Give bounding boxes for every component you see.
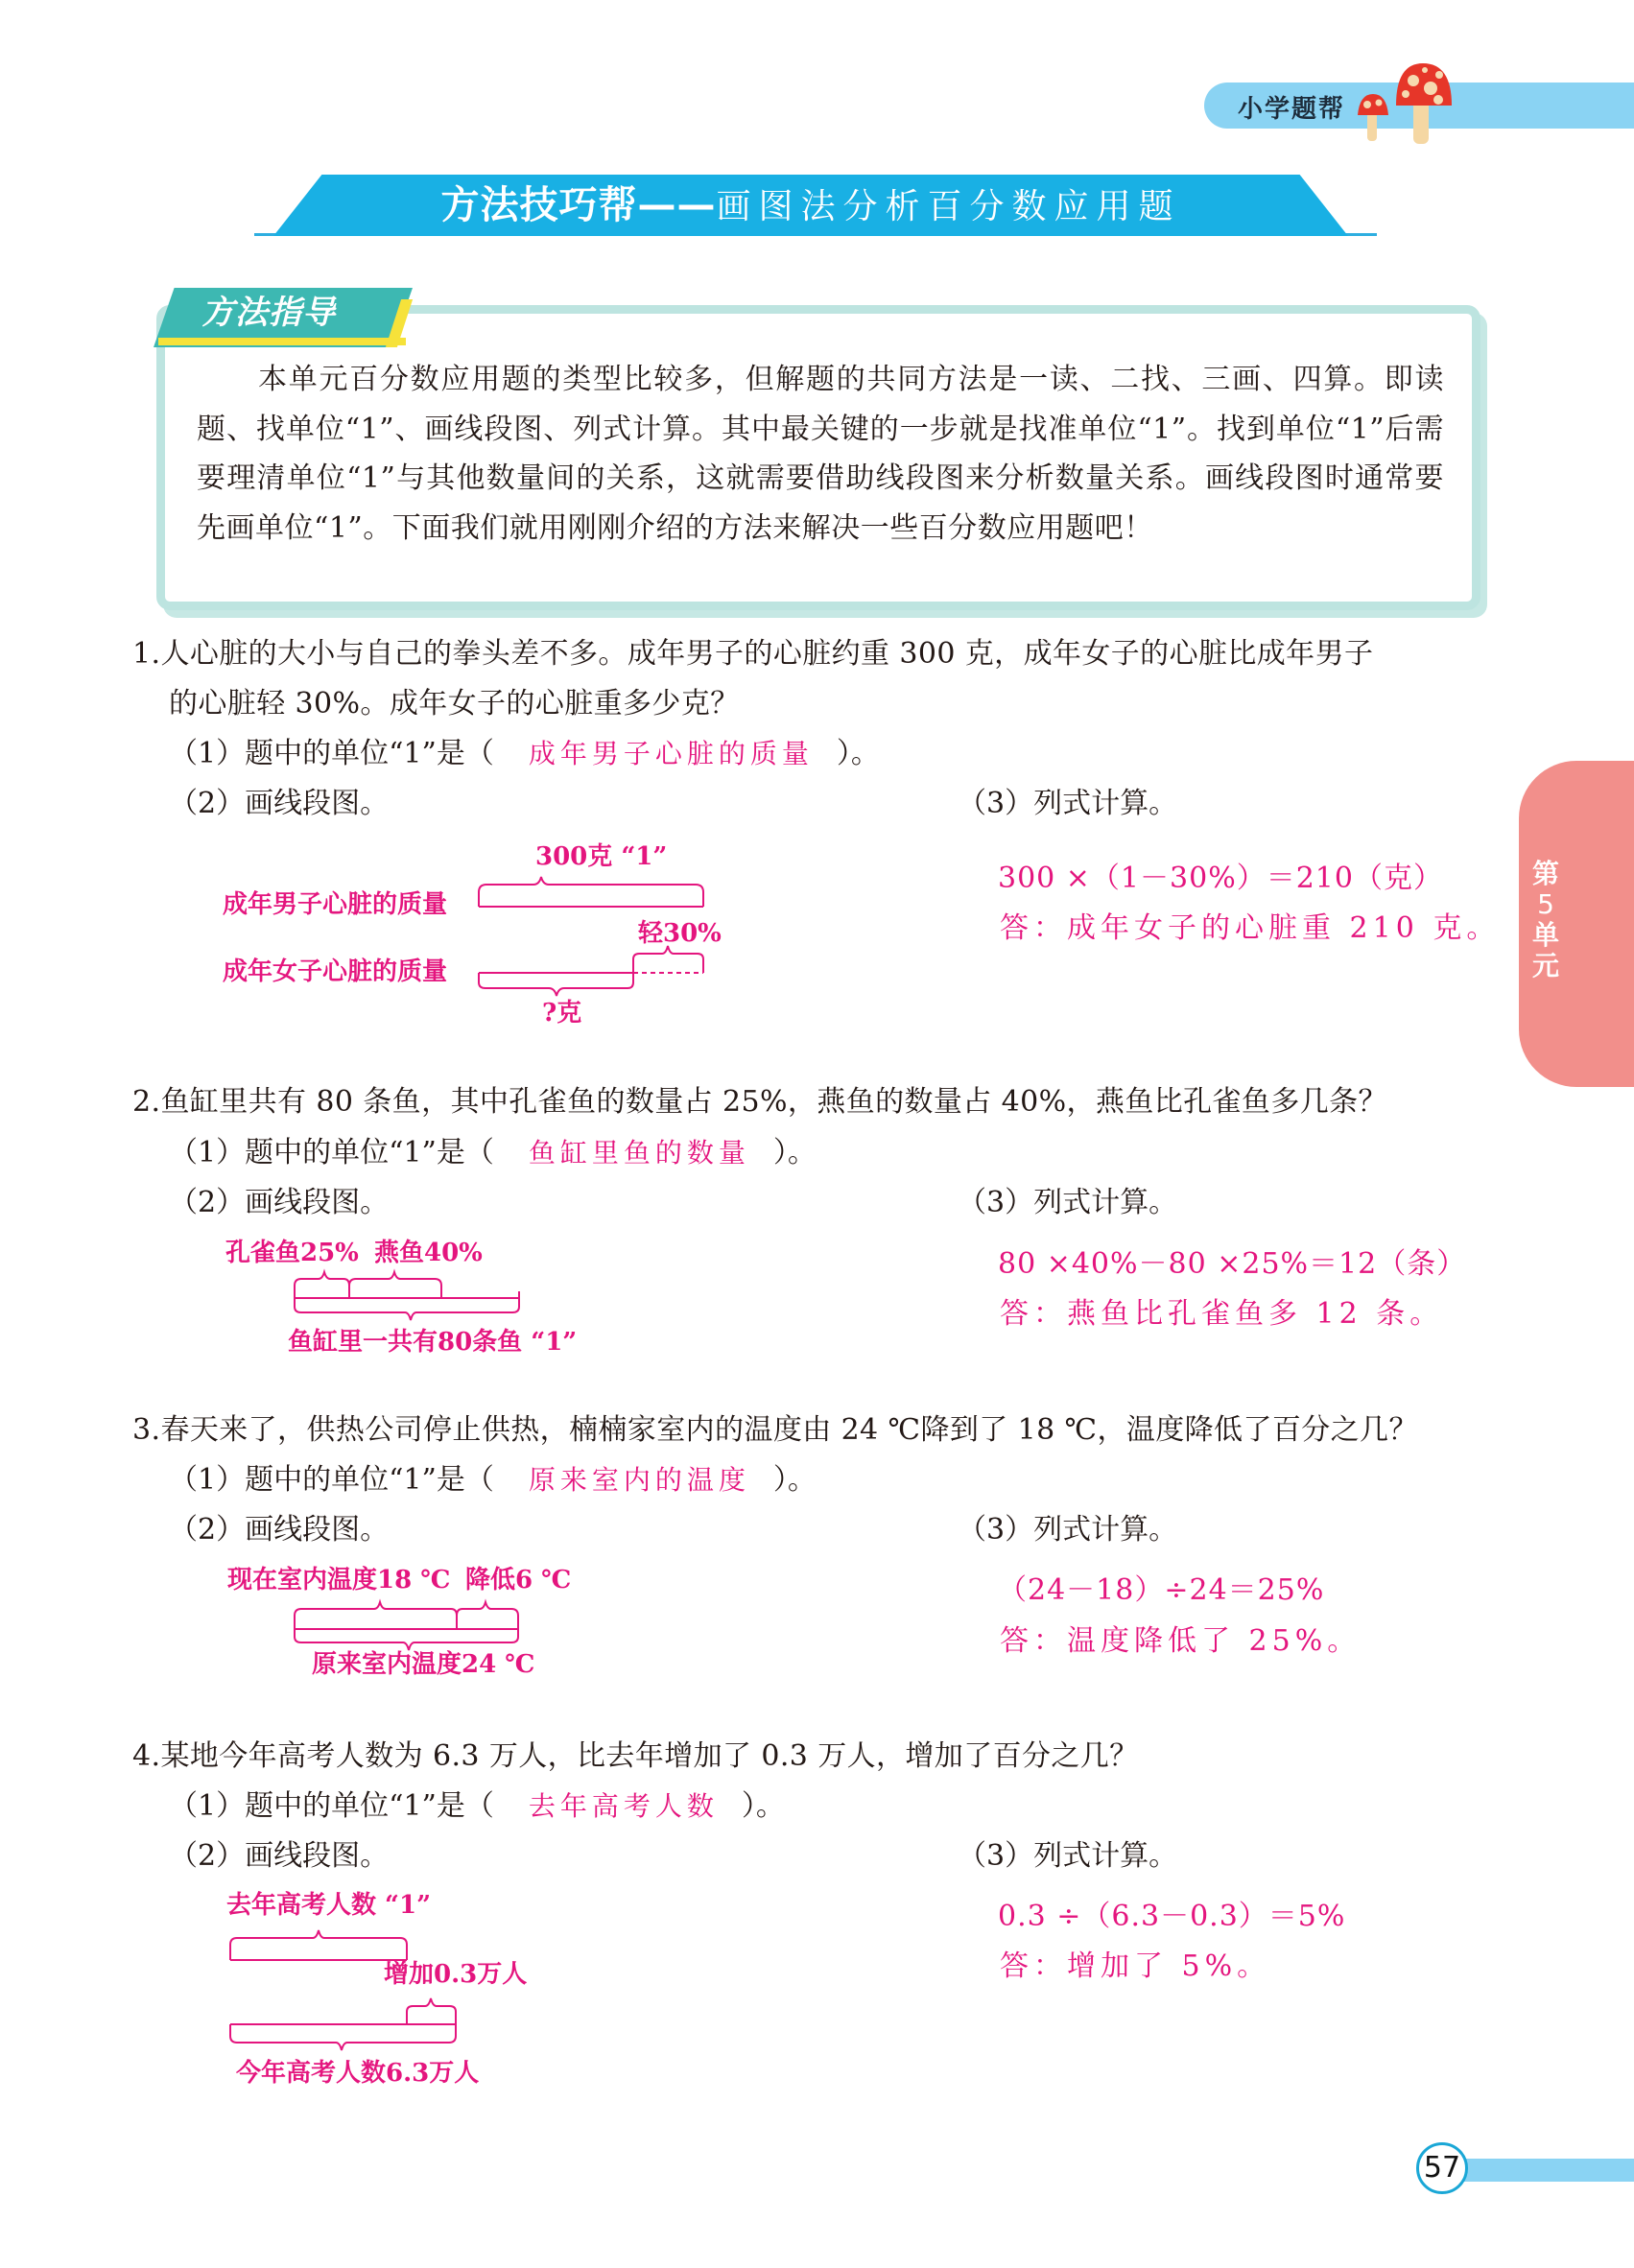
formula-4: 0.3 ÷（6.3－0.3）＝5% [998, 1900, 1346, 1933]
brace-label-bottom: ?克 [542, 999, 582, 1028]
unit-suffix: ）。 [836, 737, 880, 770]
draw-label: （2）画线段图。 [169, 1186, 390, 1219]
formula-2: 80 ×40%－80 ×25%＝12（条） [998, 1247, 1467, 1281]
title-main: 方法技巧帮 [440, 183, 638, 227]
draw-label: （2）画线段图。 [169, 1839, 390, 1873]
unit-answer: 原来室内的温度 [528, 1464, 750, 1496]
page-number: 57 [1416, 2142, 1468, 2194]
brace-label-right: 轻30% [638, 919, 722, 948]
label-current-temp: 现在室内温度18 ℃ [227, 1566, 451, 1595]
problem-number: 1. [132, 637, 161, 671]
problem-text: 人心脏的大小与自己的拳头差不多。成年男子的心脏约重 300 克，成年女子的心脏比成年男子 [160, 637, 1374, 671]
label-angelfish: 燕鱼40% [374, 1239, 483, 1267]
label-this-year: 今年高考人数6.3万人 [236, 2059, 480, 2088]
problem-number: 3. [132, 1413, 161, 1447]
label-guppy: 孔雀鱼25% [225, 1239, 359, 1267]
page-number-bar [1458, 2159, 1634, 2182]
label-drop: 降低6 ℃ [465, 1566, 572, 1595]
brand-title: 小学题帮 [1238, 95, 1346, 124]
draw-label: （2）画线段图。 [169, 787, 390, 820]
problem-text: 春天来了，供热公司停止供热，楠楠家室内的温度由 24 ℃降到了 18 ℃，温度降低了百分之几？ [160, 1413, 1418, 1447]
problem-number: 4. [132, 1739, 161, 1773]
unit-prefix: （1）题中的单位“1”是（ [169, 1136, 494, 1169]
unit-suffix: ）。 [741, 1789, 785, 1823]
title-sub: 画图法分析百分数应用题 [716, 187, 1181, 226]
row-label-men: 成年男子心脏的质量 [223, 890, 448, 919]
title-dash: —— [637, 183, 717, 227]
calc-label: （3）列式计算。 [958, 1839, 1178, 1873]
unit-prefix: （1）题中的单位“1”是（ [169, 1463, 494, 1497]
label-total: 鱼缸里一共有80条鱼 “1” [288, 1328, 578, 1357]
unit-label-3: 单 [1531, 919, 1559, 951]
problem-text-cont: 的心脏轻 30%。成年女子的心脏重多少克？ [169, 687, 740, 721]
unit-answer: 鱼缸里鱼的数量 [528, 1137, 750, 1169]
problem-text: 某地今年高考人数为 6.3 万人，比去年增加了 0.3 万人，增加了百分之几？ [160, 1739, 1139, 1773]
guide-tab-label: 方法指导 [201, 294, 336, 332]
problem-number: 2. [132, 1085, 161, 1119]
calc-label: （3）列式计算。 [958, 1513, 1178, 1547]
unit-label-4: 元 [1531, 950, 1559, 981]
answer-3: 答：温度降低了 25%。 [1000, 1624, 1362, 1658]
unit-label-1: 第 [1531, 858, 1559, 889]
row-label-women: 成年女子心脏的质量 [223, 957, 448, 986]
unit-prefix: （1）题中的单位“1”是（ [169, 737, 494, 770]
unit-suffix: ）。 [772, 1136, 817, 1169]
formula-1: 300 ×（1－30%）＝210（克） [998, 862, 1443, 895]
answer-2: 答：燕鱼比孔雀鱼多 12 条。 [1000, 1297, 1444, 1331]
answer-1: 答：成年女子的心脏重 210 克。 [1000, 911, 1501, 945]
unit-answer: 成年男子心脏的质量 [528, 738, 814, 769]
unit-suffix: ）。 [772, 1463, 817, 1497]
problem-text: 鱼缸里共有 80 条鱼，其中孔雀鱼的数量占 25%，燕鱼的数量占 40%，燕鱼比孔雀鱼多几条？ [160, 1085, 1387, 1119]
answer-4: 答：增加了 5%。 [1000, 1949, 1271, 1983]
guide-body: 本单元百分数应用题的类型比较多，但解题的共同方法是一读、二找、三画、四算。即读题、找单位“1”、画线段图、列式计算。其中最关键的一步就是找准单位“1”。找到单位“1”后需要理清单位“1”与其他数量间的关系，这就需要借助线段图来分析数量关系。画线段图时通常要先画单位“1”。下面我们就用刚刚介绍的方法来解决一些百分数应用题吧！ [197, 363, 1444, 545]
unit-label-2: 5 [1537, 888, 1554, 920]
unit-answer: 去年高考人数 [528, 1790, 719, 1822]
brace-label-top: 300克 “1” [535, 842, 668, 871]
label-increase: 增加0.3万人 [384, 1960, 528, 1989]
draw-label: （2）画线段图。 [169, 1513, 390, 1547]
formula-3: （24－18）÷24＝25% [998, 1573, 1325, 1607]
label-last-year: 去年高考人数 “1” [226, 1891, 432, 1920]
calc-label: （3）列式计算。 [958, 787, 1178, 820]
unit-prefix: （1）题中的单位“1”是（ [169, 1789, 494, 1823]
label-original-temp: 原来室内温度24 ℃ [312, 1650, 535, 1679]
calc-label: （3）列式计算。 [958, 1186, 1178, 1219]
